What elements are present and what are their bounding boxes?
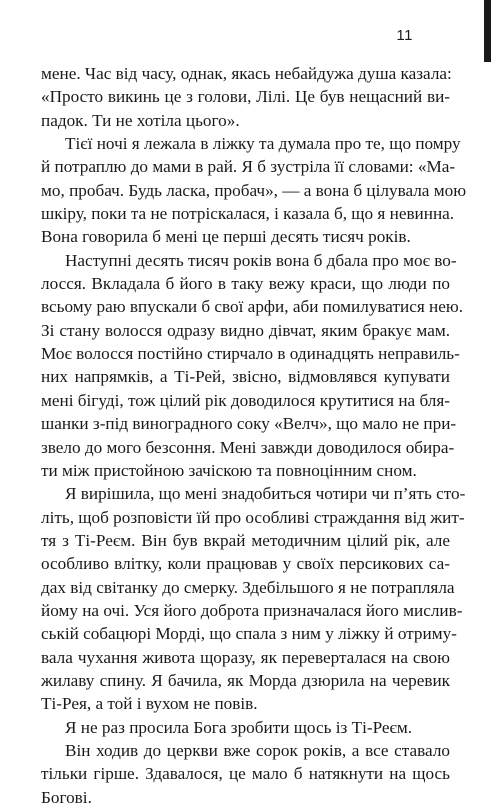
text-line: мені бігуді, тож цілий рік доводилося крутитися на бля- xyxy=(41,390,450,410)
text-line: них напрямків, а Ті-Рей, звісно, відмовлявся купувати xyxy=(41,367,450,387)
text-line: Зі стану волосся одразу видно дівчат, яким бракує мам. xyxy=(41,320,450,340)
text-line: всьому раю впускали б свої арфи, аби помилуватися нею. xyxy=(41,297,463,317)
text-line: Він ходив до церкви вже сорок років, а все ставало xyxy=(65,740,450,760)
text-line: особливо влітку, коли працював у своїх персикових са- xyxy=(41,554,450,574)
text-line: вала чухання живота щоразу, як переверталася на свою xyxy=(41,647,450,667)
text-line: Я не раз просила Бога зробити щось із Ті-Реєм. xyxy=(65,717,413,737)
text-line: Тієї ночі я лежала в ліжку та думала про те, що помру xyxy=(65,134,461,154)
text-line: лосся. Вкладала б його в таку вежу краси, що люди по xyxy=(41,274,450,294)
text-line: йому на очі. Уся його доброта призначалася його мислив- xyxy=(41,600,463,620)
text-line: Я вирішила, що мені знадобиться чотири чи п’ять сто- xyxy=(65,484,466,504)
text-line: шкіру, поки та не потріскалася, і казала б, що я невинна. xyxy=(41,204,455,224)
text-line: тя з Ті-Реєм. Він був вкрай методичним цілий рік, але xyxy=(41,530,450,550)
text-line: шанки з-під виноградного соку «Велч», що мало не при- xyxy=(41,414,457,434)
text-line: ти між пристойною зачіскою та повноцінним сном. xyxy=(41,460,417,480)
text-line: звело до мого безсоння. Мені завжди доводилося обира- xyxy=(41,437,455,457)
text-line: Богові. xyxy=(41,787,92,807)
page-edge-bar xyxy=(484,0,491,62)
text-line: й потраплю до мами в рай. Я б зустріла її словами: «Ма- xyxy=(41,157,456,177)
text-line: тільки гірше. Здавалося, це мало б натякнути на щось xyxy=(41,764,450,784)
text-line: літь, щоб розповісти їй про особливі страждання від жит- xyxy=(41,507,465,527)
text-line: мене. Час від часу, однак, якась небайдужа душа казала: xyxy=(41,64,452,83)
text-line: Моє волосся постійно стирчало в одинадцять неправиль- xyxy=(41,344,460,364)
body-text xyxy=(41,62,467,809)
text-line: дах від світанку до смерку. Здебільшого я не потрапляла xyxy=(41,577,455,597)
text-line: ській собацюрі Морді, що спала з ним у ліжку й отриму- xyxy=(41,624,457,644)
text-line: падок. Ти не хотіла цього». xyxy=(41,110,240,130)
text-line: жилаву спину. Я бачила, як Морда дзюрила на черевик xyxy=(41,670,450,690)
page-number: 11 xyxy=(396,27,413,44)
text-line: Ті-Рея, а той і вухом не повів. xyxy=(41,694,258,714)
text-line: «Просто викинь це з голови, Лілі. Це був нещасний ви- xyxy=(41,87,450,107)
text-line: Наступні десять тисяч років вона б дбала про моє во- xyxy=(65,250,457,270)
text-line: мо, пробач. Будь ласка, пробач», — а вона б цілувала мою xyxy=(41,180,467,200)
text-line: Вона говорила б мені це перші десять тисяч років. xyxy=(41,227,411,247)
